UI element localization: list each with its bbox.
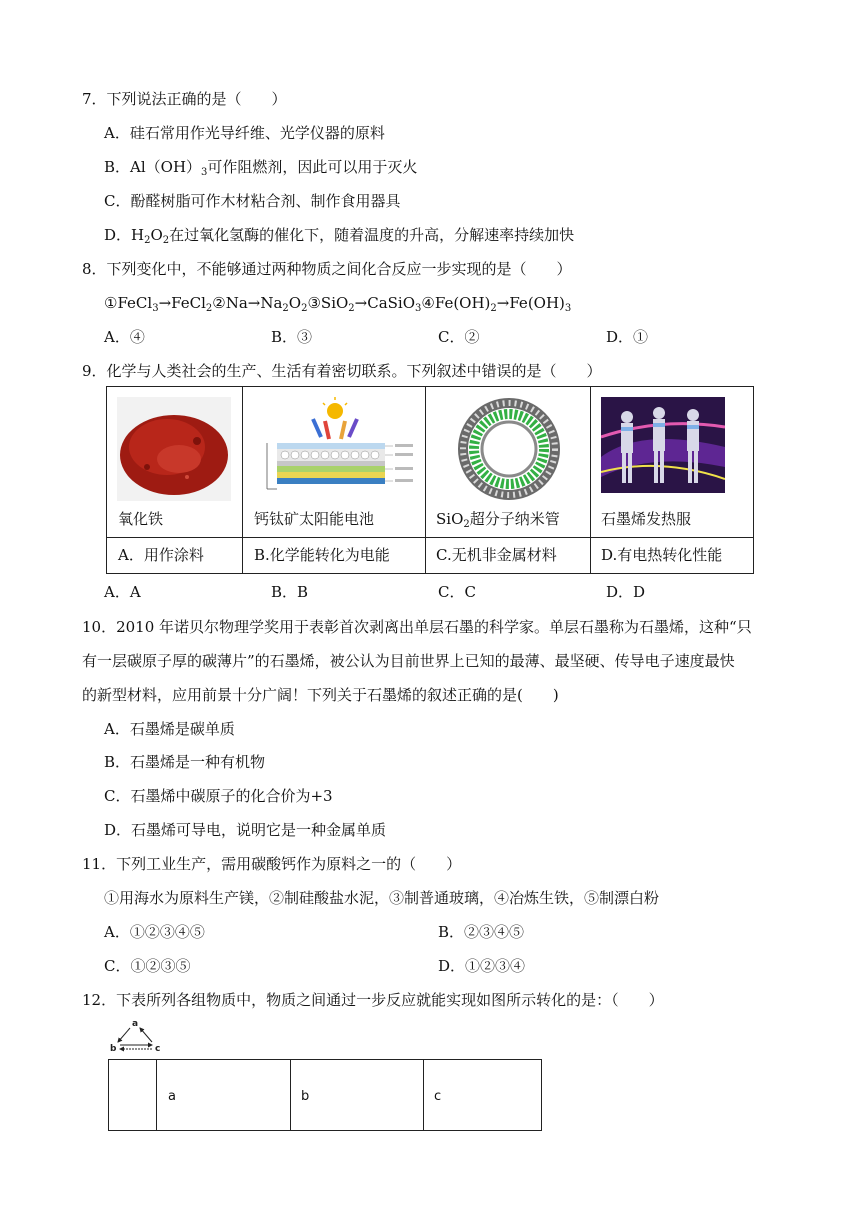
q9-option-d: D．D	[606, 583, 646, 601]
q9-caption-1: 氧化铁	[118, 510, 164, 528]
q7-option-a: A．硅石常用作光导纤维、光学仪器的原料	[104, 124, 385, 142]
q12-col-c: c	[434, 1089, 442, 1104]
q8-option-b: B．③	[271, 328, 313, 346]
q9-label-d: D.有电热转化性能	[601, 546, 723, 564]
q9-caption-3: SiO$_2$超分子纳米管	[436, 510, 560, 530]
q9-label-a: A．用作涂料	[118, 546, 204, 564]
q12-stem: 12．下表所列各组物质中，物质之间通过一步反应就能实现如图所示转化的是：（ ）	[82, 991, 664, 1009]
q7-option-d: D．$H_2O_2$在过氧化氢酶的催化下，随着温度的升高，分解速率持续加快	[104, 226, 575, 246]
q7-option-c: C．酚醛树脂可作木材粘合剂、制作食用器具	[104, 192, 401, 210]
q8-stem: 8．下列变化中，不能够通过两种物质之间化合反应一步实现的是（ ）	[82, 260, 572, 278]
q10-option-d: D．石墨烯可导电，说明它是一种金属单质	[104, 821, 387, 839]
q9-caption-2: 钙钛矿太阳能电池	[254, 510, 375, 528]
q12-table	[108, 1059, 542, 1131]
q11-items: ①用海水为原料生产镁，②制硅酸盐水泥，③制普通玻璃，④冶炼生铁，⑤制漂白粉	[104, 889, 660, 907]
q9-option-a: A．A	[104, 583, 141, 601]
q8-option-d: D．①	[606, 328, 649, 346]
q8-reactions: $①FeCl_3\to FeCl_2②Na\to Na_2O_2③SiO_2\to CaSiO_3④Fe(OH)_2\to Fe(OH)_3$	[104, 294, 572, 314]
q9-caption-4: 石墨烯发热服	[601, 510, 692, 528]
tri-label-a: a	[132, 1019, 139, 1029]
q11-option-b: B．②③④⑤	[438, 923, 525, 941]
graphene-heating-suit-image	[601, 397, 725, 493]
q12-conversion-diagram	[110, 1016, 166, 1056]
q11-option-a: A．①②③④⑤	[104, 923, 205, 941]
q7-stem: 7．下列说法正确的是（ ）	[82, 90, 287, 108]
q10-stem-line-1: 10．2010 年诺贝尔物理学奖用于表彰首次剥离出单层石墨的科学家。单层石墨称为石墨烯，这种“只	[82, 618, 752, 636]
tri-label-b: b	[110, 1044, 117, 1054]
q9-stem: 9．化学与人类社会的生产、生活有着密切联系。下列叙述中错误的是（ ）	[82, 362, 602, 380]
q12-col-b: b	[301, 1089, 310, 1104]
q9-option-c: C．C	[438, 583, 476, 601]
perovskite-solar-cell-diagram	[253, 397, 417, 501]
q11-option-c: C．①②③⑤	[104, 957, 191, 975]
q10-option-b: B．石墨烯是一种有机物	[104, 753, 266, 771]
q9-table	[106, 386, 754, 574]
q11-option-d: D．①②③④	[438, 957, 526, 975]
q10-stem-line-2: 有一层碳原子厚的碳薄片”的石墨烯，被公认为目前世界上已知的最薄、最坚硬、传导电子速度最快	[82, 652, 735, 670]
q8-option-c: C．②	[438, 328, 480, 346]
iron-oxide-powder-image	[117, 397, 231, 501]
q11-stem: 11．下列工业生产，需用碳酸钙作为原料之一的（ ）	[82, 855, 462, 873]
sio2-nanotube-image	[439, 397, 579, 501]
tri-label-c: c	[155, 1044, 161, 1054]
q7-option-b: B．$Al(OH)_3$可作阻燃剂，因此可以用于灭火	[104, 158, 418, 178]
q10-option-c: C．石墨烯中碳原子的化合价为+3	[104, 787, 333, 805]
q9-label-c: C.无机非金属材料	[436, 546, 557, 564]
q9-option-b: B．B	[271, 583, 309, 601]
q9-label-b: B.化学能转化为电能	[254, 546, 390, 564]
q8-option-a: A．④	[104, 328, 145, 346]
q10-option-a: A．石墨烯是碳单质	[104, 720, 235, 738]
q10-stem-line-3: 的新型材料，应用前景十分广阔！下列关于石墨烯的叙述正确的是( )	[82, 686, 559, 704]
q12-col-a: a	[168, 1089, 176, 1104]
